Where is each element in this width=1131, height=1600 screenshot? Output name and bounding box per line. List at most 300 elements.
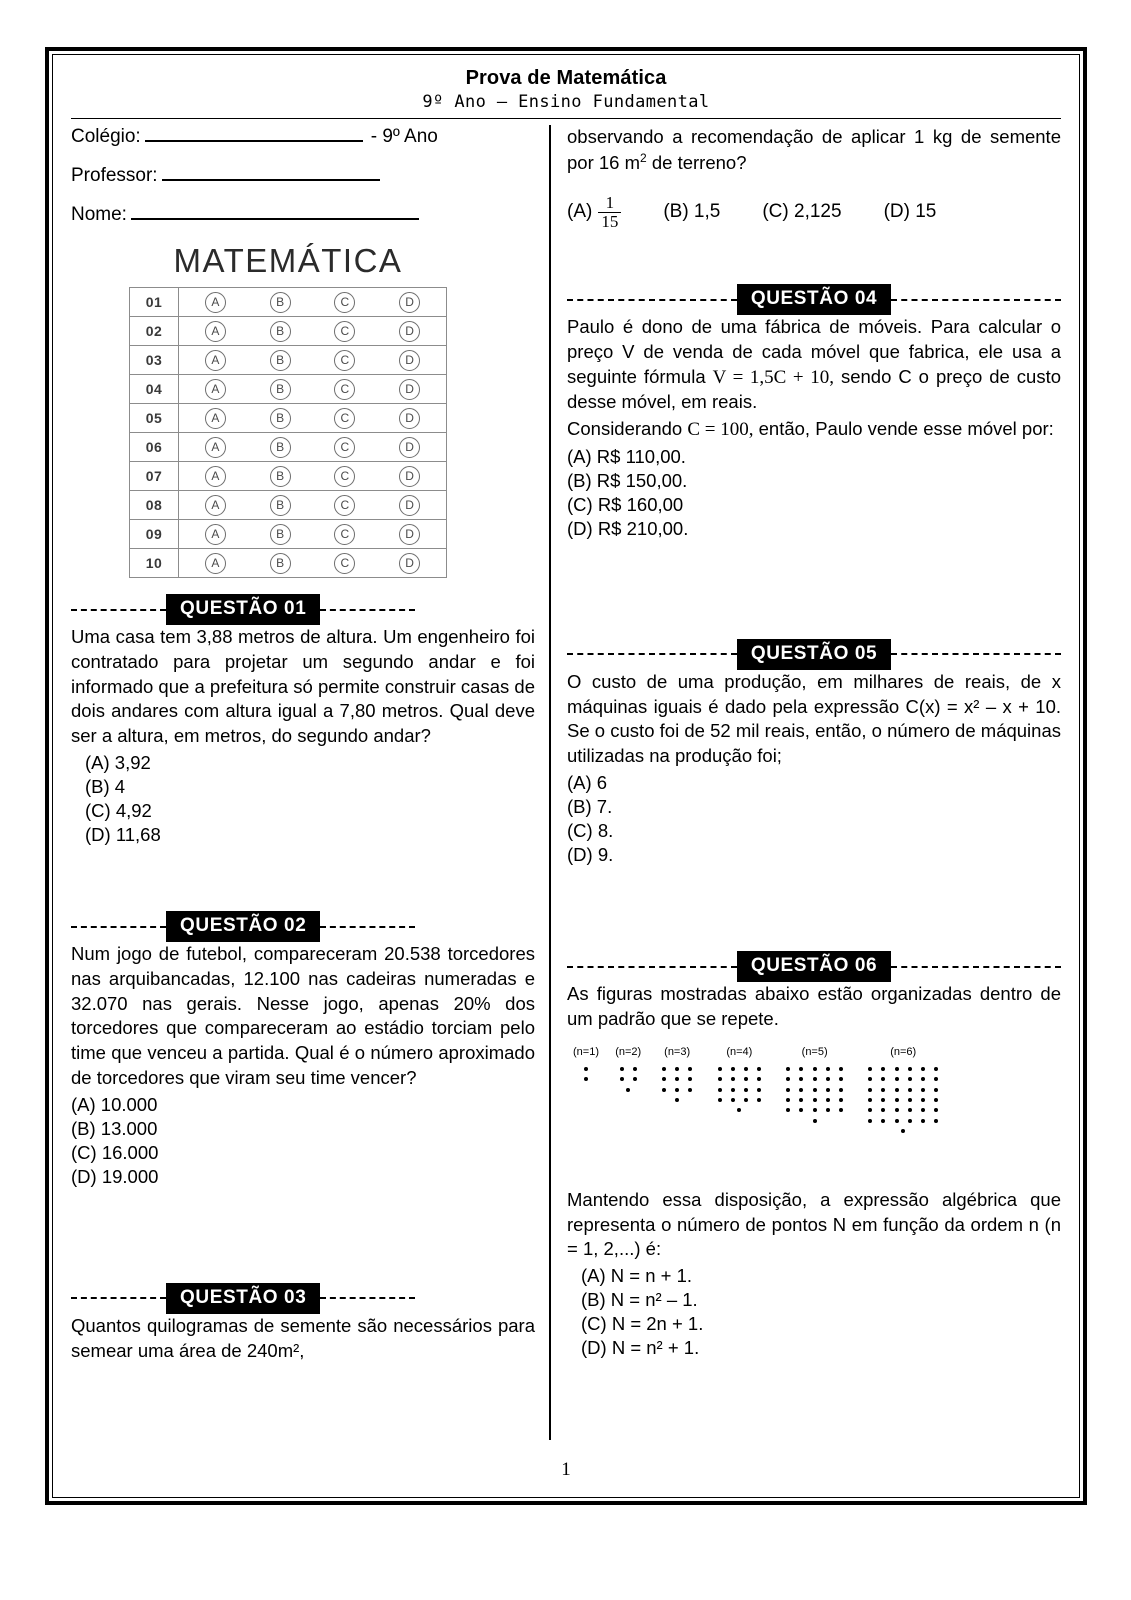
question-03-badge: QUESTÃO 03	[166, 1283, 320, 1314]
q04-line1: Paulo é dono de uma fábrica de móveis. Para calcular o preço V de venda de cada móvel que fabrica, ele usa a seguinte fórmula	[567, 316, 1061, 387]
answer-row-number: 04	[130, 375, 179, 404]
dot	[626, 1088, 630, 1092]
question-05-statement: O custo de uma produção, em milhares de reais, de x máquinas iguais é dado pela expressão C(x) = x² – x + 10. Se o custo foi de 52 mil reais, então, o número de máquinas utilizadas na produção foi;	[567, 670, 1061, 767]
dot	[921, 1088, 925, 1092]
answer-bubble-a[interactable]: A	[205, 466, 226, 487]
option-d[interactable]: (D) 19.000	[71, 1165, 159, 1187]
dot-row	[782, 1064, 848, 1074]
q04-line2: sendo C o preço de custo desse móvel, em reais.	[567, 365, 1061, 413]
dot-row	[864, 1074, 943, 1084]
answer-bubble-b[interactable]: B	[270, 495, 291, 516]
dot	[718, 1077, 722, 1081]
dot	[895, 1119, 899, 1123]
option-b[interactable]: (B) 13.000	[71, 1117, 158, 1139]
dot	[908, 1119, 912, 1123]
answer-row-bubbles	[179, 317, 447, 346]
dot	[895, 1098, 899, 1102]
answer-bubble-d[interactable]: D	[399, 350, 420, 371]
page-frame	[45, 47, 1087, 1505]
dot	[839, 1077, 843, 1081]
dot	[813, 1088, 817, 1092]
dot	[757, 1077, 761, 1081]
option-b[interactable]: (B) 4	[85, 775, 126, 797]
content-columns	[71, 125, 1061, 1460]
answer-bubble-b[interactable]: B	[270, 553, 291, 574]
dot	[826, 1088, 830, 1092]
professor-label: Professor:	[71, 165, 158, 186]
dot	[744, 1067, 748, 1071]
option-c[interactable]: (C) 2,125	[762, 201, 842, 223]
dot	[718, 1088, 722, 1092]
answer-row-bubbles	[179, 462, 447, 491]
answer-row-number: 05	[130, 404, 179, 433]
dot	[908, 1098, 912, 1102]
dot	[731, 1098, 735, 1102]
dash-right	[320, 609, 415, 611]
answer-sheet-row	[130, 375, 447, 404]
dash-left	[567, 966, 737, 968]
answer-row-number: 07	[130, 462, 179, 491]
option-c[interactable]: (C) 4,92	[85, 800, 152, 821]
dot	[868, 1119, 872, 1123]
question-04-statement	[567, 315, 1061, 415]
dash-right	[320, 1297, 415, 1299]
dot-grid	[579, 1064, 592, 1085]
answer-row-bubbles	[179, 404, 447, 433]
dot	[718, 1098, 722, 1102]
dot	[731, 1067, 735, 1071]
option-b[interactable]: (B) N = n² – 1.	[581, 1289, 698, 1311]
answer-sheet-row	[130, 520, 447, 549]
option-a[interactable]: (A) 6	[567, 771, 608, 793]
dot	[839, 1108, 843, 1112]
answer-bubble-b[interactable]: B	[270, 321, 291, 342]
question-02-header	[71, 913, 535, 940]
spacer	[71, 1189, 535, 1285]
dot-row-extra	[864, 1126, 943, 1136]
dot-grid	[615, 1064, 641, 1095]
dot-row	[579, 1064, 592, 1074]
answer-bubble-a[interactable]: A	[205, 553, 226, 574]
option-d[interactable]: (D) R$ 210,00.	[567, 517, 689, 539]
fraction-denominator: 15	[598, 212, 621, 231]
answer-sheet-row	[130, 462, 447, 491]
dot	[868, 1098, 872, 1102]
answer-bubble-c[interactable]: C	[334, 495, 355, 516]
dot	[584, 1067, 588, 1071]
answer-bubble-c[interactable]: C	[334, 350, 355, 371]
question-01-header	[71, 596, 535, 623]
page-number: 1	[561, 1459, 571, 1480]
answer-bubble-c[interactable]: C	[334, 321, 355, 342]
colegio-input[interactable]	[145, 125, 363, 142]
dot	[675, 1088, 679, 1092]
answer-bubble-b[interactable]: B	[270, 379, 291, 400]
dot	[731, 1077, 735, 1081]
dot-grid	[864, 1064, 943, 1137]
dot	[934, 1108, 938, 1112]
answer-row-number: 08	[130, 491, 179, 520]
dot	[688, 1077, 692, 1081]
answer-bubble-a[interactable]: A	[205, 408, 226, 429]
answer-row-number: 10	[130, 549, 179, 578]
dot	[718, 1067, 722, 1071]
nome-label: Nome:	[71, 204, 127, 225]
question-03-options	[567, 194, 1061, 231]
dot	[813, 1119, 817, 1123]
dot	[839, 1088, 843, 1092]
dot	[868, 1077, 872, 1081]
question-04-options	[567, 445, 1061, 541]
dot	[688, 1067, 692, 1071]
dot	[620, 1067, 624, 1071]
dot	[813, 1067, 817, 1071]
dot	[633, 1067, 637, 1071]
dash-left	[71, 1297, 166, 1299]
option-c[interactable]: (C) R$ 160,00	[567, 493, 684, 515]
bubble-group	[183, 350, 442, 371]
bubble-group	[183, 437, 442, 458]
dot-row	[782, 1084, 848, 1094]
question-06-statement: As figuras mostradas abaixo estão organizadas dentro de um padrão que se repete.	[567, 983, 1061, 1029]
dot	[675, 1098, 679, 1102]
bubble-group	[183, 495, 442, 516]
answer-bubble-b[interactable]: B	[270, 408, 291, 429]
answer-row-number: 01	[130, 288, 179, 317]
right-column	[551, 125, 1061, 1460]
option-a[interactable]	[567, 194, 621, 231]
dot	[799, 1088, 803, 1092]
dot	[908, 1077, 912, 1081]
answer-bubble-d[interactable]: D	[399, 379, 420, 400]
header-divider	[71, 118, 1061, 119]
dot	[934, 1077, 938, 1081]
dot-figure	[782, 1046, 848, 1126]
answer-row-bubbles	[179, 549, 447, 578]
dot-row	[615, 1074, 641, 1084]
dot	[737, 1108, 741, 1112]
answer-bubble-b[interactable]: B	[270, 466, 291, 487]
answer-sheet-body	[130, 288, 447, 578]
question-04-badge: QUESTÃO 04	[737, 284, 891, 315]
answer-sheet-table	[129, 287, 447, 578]
dot	[895, 1077, 899, 1081]
dash-left	[71, 926, 166, 928]
dot	[881, 1098, 885, 1102]
bubble-group	[183, 553, 442, 574]
spacer	[567, 1176, 1061, 1188]
dot	[757, 1088, 761, 1092]
dot	[813, 1108, 817, 1112]
answer-sheet-row	[130, 549, 447, 578]
question-06-statement-2: Mantendo essa disposição, a expressão algébrica que representa o número de pontos N em função da ordem n (n = 1, 2,...) é:	[567, 1188, 1061, 1260]
answer-bubble-a[interactable]: A	[205, 350, 226, 371]
option-b[interactable]: (B) R$ 150,00.	[567, 469, 688, 491]
spacer	[567, 541, 1061, 641]
bubble-group	[183, 408, 442, 429]
dot	[895, 1108, 899, 1112]
answer-bubble-b[interactable]: B	[270, 292, 291, 313]
answer-row-bubbles	[179, 288, 447, 317]
dot-figure	[573, 1046, 599, 1085]
page-subtitle: 9º Ano – Ensino Fundamental	[422, 92, 710, 112]
answer-bubble-a[interactable]: A	[205, 379, 226, 400]
answer-sheet-row	[130, 404, 447, 433]
answer-row-bubbles	[179, 346, 447, 375]
answer-row-bubbles	[179, 433, 447, 462]
answer-bubble-c[interactable]: C	[334, 292, 355, 313]
dot	[868, 1067, 872, 1071]
answer-sheet	[129, 242, 447, 578]
question-02-badge: QUESTÃO 02	[166, 911, 320, 942]
option-a[interactable]: (A) N = n + 1.	[581, 1265, 693, 1287]
dot-grid	[713, 1064, 766, 1116]
dash-left	[567, 299, 737, 301]
question-04-header	[567, 286, 1061, 313]
dot	[744, 1098, 748, 1102]
answer-bubble-c[interactable]: C	[334, 466, 355, 487]
answer-bubble-d[interactable]: D	[399, 408, 420, 429]
dash-right	[891, 966, 1061, 968]
question-03-header	[71, 1285, 535, 1312]
dot	[934, 1067, 938, 1071]
dot-row	[657, 1074, 697, 1084]
dot	[799, 1067, 803, 1071]
option-d[interactable]: (D) N = n² + 1.	[581, 1337, 700, 1359]
dash-right	[320, 926, 415, 928]
answer-sheet-row	[130, 288, 447, 317]
answer-row-bubbles	[179, 520, 447, 549]
dot-row	[713, 1084, 766, 1094]
q04-formula-2: C = 100,	[687, 419, 754, 441]
dot-row	[713, 1095, 766, 1105]
question-06-options	[567, 1264, 1061, 1360]
dot	[921, 1119, 925, 1123]
answer-bubble-a[interactable]: A	[205, 524, 226, 545]
dot	[757, 1067, 761, 1071]
dot	[799, 1098, 803, 1102]
colegio-suffix: - 9º Ano	[370, 126, 438, 147]
option-b[interactable]: (B) 7.	[567, 796, 613, 818]
dot	[662, 1077, 666, 1081]
dot-row	[579, 1074, 592, 1084]
dot	[786, 1067, 790, 1071]
answer-bubble-d[interactable]: D	[399, 495, 420, 516]
question-01-badge: QUESTÃO 01	[166, 594, 320, 625]
bubble-group	[183, 466, 442, 487]
answer-sheet-row	[130, 433, 447, 462]
dot-figure	[864, 1046, 943, 1137]
option-b[interactable]: (B) 1,5	[663, 201, 721, 223]
dot-row	[782, 1074, 848, 1084]
answer-bubble-d[interactable]: D	[399, 437, 420, 458]
fraction-one-fifteenth	[598, 194, 621, 231]
dot-row	[713, 1074, 766, 1084]
dot-figure	[615, 1046, 641, 1095]
answer-bubble-c[interactable]: C	[334, 524, 355, 545]
dot	[826, 1067, 830, 1071]
spacer	[567, 867, 1061, 953]
answer-bubble-b[interactable]: B	[270, 524, 291, 545]
dot	[908, 1088, 912, 1092]
option-a[interactable]: (A) R$ 110,00.	[567, 445, 686, 467]
answer-bubble-c[interactable]: C	[334, 437, 355, 458]
dot-row	[657, 1084, 697, 1094]
question-04-statement-2	[567, 417, 1061, 442]
question-02-options	[71, 1093, 535, 1189]
nome-input[interactable]	[131, 203, 419, 220]
dot	[633, 1077, 637, 1081]
option-a-label: (A)	[567, 201, 593, 223]
option-a[interactable]: (A) 10.000	[71, 1093, 158, 1115]
dot	[881, 1067, 885, 1071]
answer-row-number: 09	[130, 520, 179, 549]
dot	[921, 1077, 925, 1081]
answer-bubble-b[interactable]: B	[270, 437, 291, 458]
q04-line3a: Considerando	[567, 418, 683, 440]
dot	[744, 1077, 748, 1081]
spacer	[567, 230, 1061, 286]
professor-input[interactable]	[162, 164, 380, 181]
q03-text-b: de terreno?	[651, 151, 747, 173]
dot-figure-label: (n=5)	[801, 1045, 828, 1058]
question-03-statement-part1: Quantos quilogramas de semente são necessários para semear uma área de 240m²,	[71, 1314, 535, 1361]
dot-row-extra	[657, 1095, 697, 1105]
question-02-statement: Num jogo de futebol, compareceram 20.538 torcedores nas arquibancadas, 12.100 nas cadeiras numeradas e 32.070 nas gerais. Nesse jogo, apenas 20% dos torcedores que compareceram ao estádio torciam pelo time que venceu a partida. Qual é o número aproximado de torcedores que viram seu time vencer?	[71, 943, 535, 1088]
option-c[interactable]: (C) N = 2n + 1.	[581, 1313, 704, 1335]
dot	[826, 1098, 830, 1102]
answer-sheet-row	[130, 491, 447, 520]
dot-row	[864, 1084, 943, 1094]
dot	[813, 1077, 817, 1081]
dot	[731, 1088, 735, 1092]
option-a[interactable]: (A) 3,92	[85, 751, 151, 773]
dot	[934, 1119, 938, 1123]
dot	[662, 1067, 666, 1071]
dot	[921, 1108, 925, 1112]
q03-unit: $m^2$	[624, 150, 647, 173]
q03-exponent: 2	[640, 150, 647, 165]
answer-bubble-d[interactable]: D	[399, 321, 420, 342]
answer-bubble-d[interactable]: D	[399, 292, 420, 313]
option-d[interactable]: (D) 15	[883, 201, 937, 223]
answer-bubble-c[interactable]: C	[334, 379, 355, 400]
spacer	[71, 847, 535, 913]
dash-left	[71, 609, 166, 611]
dot	[908, 1067, 912, 1071]
dot-row	[782, 1095, 848, 1105]
q04-formula-1: V = 1,5C + 10,	[712, 366, 834, 388]
dot-grid	[782, 1064, 848, 1126]
dot-row-extra	[782, 1116, 848, 1126]
question-05-options	[567, 771, 1061, 867]
option-c[interactable]: (C) 16.000	[71, 1141, 159, 1163]
answer-bubble-b[interactable]: B	[270, 350, 291, 371]
option-d[interactable]: (D) 9.	[567, 844, 614, 866]
dot-figure-label: (n=1)	[573, 1045, 599, 1058]
dot	[934, 1098, 938, 1102]
q04-line3b: então, Paulo vende esse móvel por:	[758, 418, 1054, 440]
dot-row	[864, 1064, 943, 1074]
answer-bubble-d[interactable]: D	[399, 466, 420, 487]
dot-figure-label: (n=6)	[890, 1045, 917, 1058]
field-colegio	[71, 125, 535, 148]
dot-figure-label: (n=2)	[615, 1045, 642, 1058]
dot	[675, 1067, 679, 1071]
dot	[688, 1088, 692, 1092]
answer-sheet-row	[130, 317, 447, 346]
dot-figure-label: (n=4)	[726, 1045, 753, 1058]
dot	[881, 1077, 885, 1081]
dash-left	[567, 653, 737, 655]
colegio-label: Colégio:	[71, 126, 141, 147]
fraction-numerator: 1	[605, 192, 615, 212]
answer-bubble-d[interactable]: D	[399, 524, 420, 545]
dot-row	[864, 1105, 943, 1115]
dot-row-extra	[615, 1084, 641, 1094]
dot	[584, 1077, 588, 1081]
dot	[839, 1098, 843, 1102]
dot	[895, 1067, 899, 1071]
dot	[826, 1077, 830, 1081]
answer-row-bubbles	[179, 375, 447, 404]
dot	[826, 1108, 830, 1112]
answer-row-number: 06	[130, 433, 179, 462]
dot	[786, 1077, 790, 1081]
dot	[901, 1129, 905, 1133]
dot	[839, 1067, 843, 1071]
question-06-figures	[573, 1046, 1061, 1176]
answer-bubble-a[interactable]: A	[205, 321, 226, 342]
dot	[744, 1088, 748, 1092]
answer-bubble-c[interactable]: C	[334, 408, 355, 429]
bubble-group	[183, 524, 442, 545]
dot	[881, 1088, 885, 1092]
answer-bubble-c[interactable]: C	[334, 553, 355, 574]
option-c[interactable]: (C) 8.	[567, 820, 614, 842]
dot	[934, 1088, 938, 1092]
dot-grid	[657, 1064, 697, 1106]
answer-sheet-title: MATEMÁTICA	[173, 242, 403, 279]
answer-bubble-a[interactable]: A	[205, 437, 226, 458]
dot	[662, 1088, 666, 1092]
question-01-options	[71, 751, 535, 847]
dot	[786, 1108, 790, 1112]
answer-bubble-d[interactable]: D	[399, 553, 420, 574]
dot	[881, 1108, 885, 1112]
bubble-group	[183, 292, 442, 313]
answer-sheet-row	[130, 346, 447, 375]
dot-row-extra	[713, 1105, 766, 1115]
dot-figure	[713, 1046, 766, 1116]
dot	[675, 1077, 679, 1081]
dot	[868, 1108, 872, 1112]
dot	[799, 1108, 803, 1112]
question-05-badge: QUESTÃO 05	[737, 639, 891, 670]
answer-bubble-a[interactable]: A	[205, 495, 226, 516]
dot-figure	[657, 1046, 697, 1106]
dot	[921, 1067, 925, 1071]
answer-row-number: 03	[130, 346, 179, 375]
dot	[908, 1108, 912, 1112]
page-inner-border	[52, 54, 1080, 1498]
dot	[620, 1077, 624, 1081]
answer-bubble-a[interactable]: A	[205, 292, 226, 313]
dot	[786, 1088, 790, 1092]
dot-row	[713, 1064, 766, 1074]
option-d[interactable]: (D) 11,68	[85, 824, 161, 846]
bubble-group	[183, 321, 442, 342]
